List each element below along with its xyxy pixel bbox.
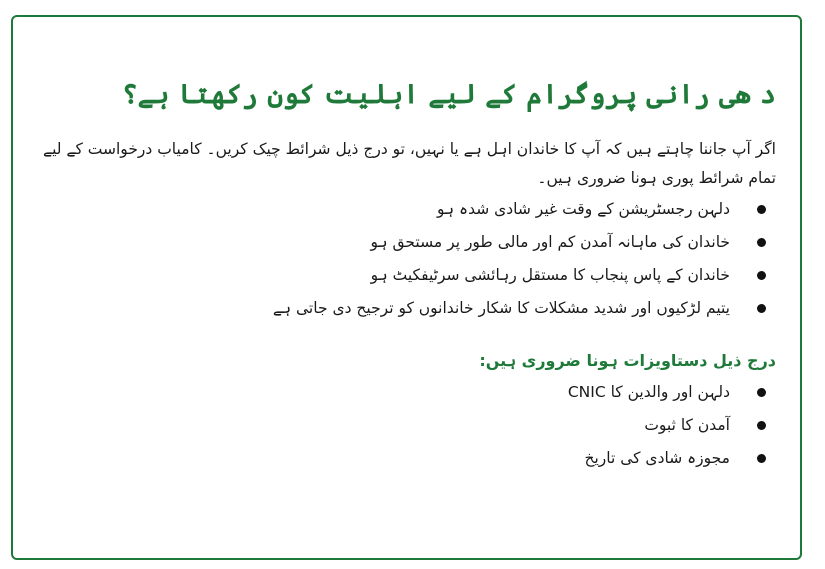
list-item bbox=[33, 292, 736, 325]
conditions-list bbox=[33, 193, 776, 325]
list-item bbox=[33, 226, 736, 259]
documents-list bbox=[33, 376, 776, 475]
documents-heading: درج ذیل دستاویزات ہونا ضروری ہیں: bbox=[479, 351, 776, 370]
bullet-icon bbox=[757, 205, 766, 214]
bullet-icon bbox=[757, 454, 766, 463]
list-item bbox=[33, 409, 736, 442]
condition-text: خاندان کے پاس پنجاب کا مستقل رہائشی سرٹیفکیٹ ہو bbox=[370, 266, 730, 284]
bullet-icon bbox=[757, 421, 766, 430]
intro-paragraph: اگر آپ جاننا چاہتے ہیں کہ آپ کا خاندان اہل ہے یا نہیں، تو درج ذیل شرائط چیک کریں۔ کامیاب درخواست کے لیے تمام شرائط پوری ہونا ضروری ہیں۔ bbox=[43, 140, 776, 187]
bullet-icon bbox=[757, 271, 766, 280]
section-title: د ھی رانی پروگرام کے لیے اہلیت کون رکھتا ہے؟ bbox=[121, 79, 776, 110]
bullet-icon bbox=[757, 304, 766, 313]
document-text: دلہن اور والدین کا CNIC bbox=[567, 383, 730, 401]
document-text: مجوزہ شادی کی تاریخ bbox=[584, 449, 730, 467]
condition-text: یتیم لڑکیوں اور شدید مشکلات کا شکار خاندانوں کو ترجیح دی جاتی ہے bbox=[272, 299, 730, 317]
list-item bbox=[33, 193, 736, 226]
list-item bbox=[33, 442, 736, 475]
list-item bbox=[33, 376, 736, 409]
condition-text: دلہن رجسٹریشن کے وقت غیر شادی شدہ ہو bbox=[436, 200, 730, 218]
list-item bbox=[33, 259, 736, 292]
eligibility-card bbox=[11, 15, 802, 560]
bullet-icon bbox=[757, 238, 766, 247]
document-text: آمدن کا ثبوت bbox=[644, 416, 730, 434]
bullet-icon bbox=[757, 388, 766, 397]
eligibility-content bbox=[13, 75, 800, 475]
condition-text: خاندان کی ماہانہ آمدن کم اور مالی طور پر مستحق ہو bbox=[370, 233, 730, 251]
